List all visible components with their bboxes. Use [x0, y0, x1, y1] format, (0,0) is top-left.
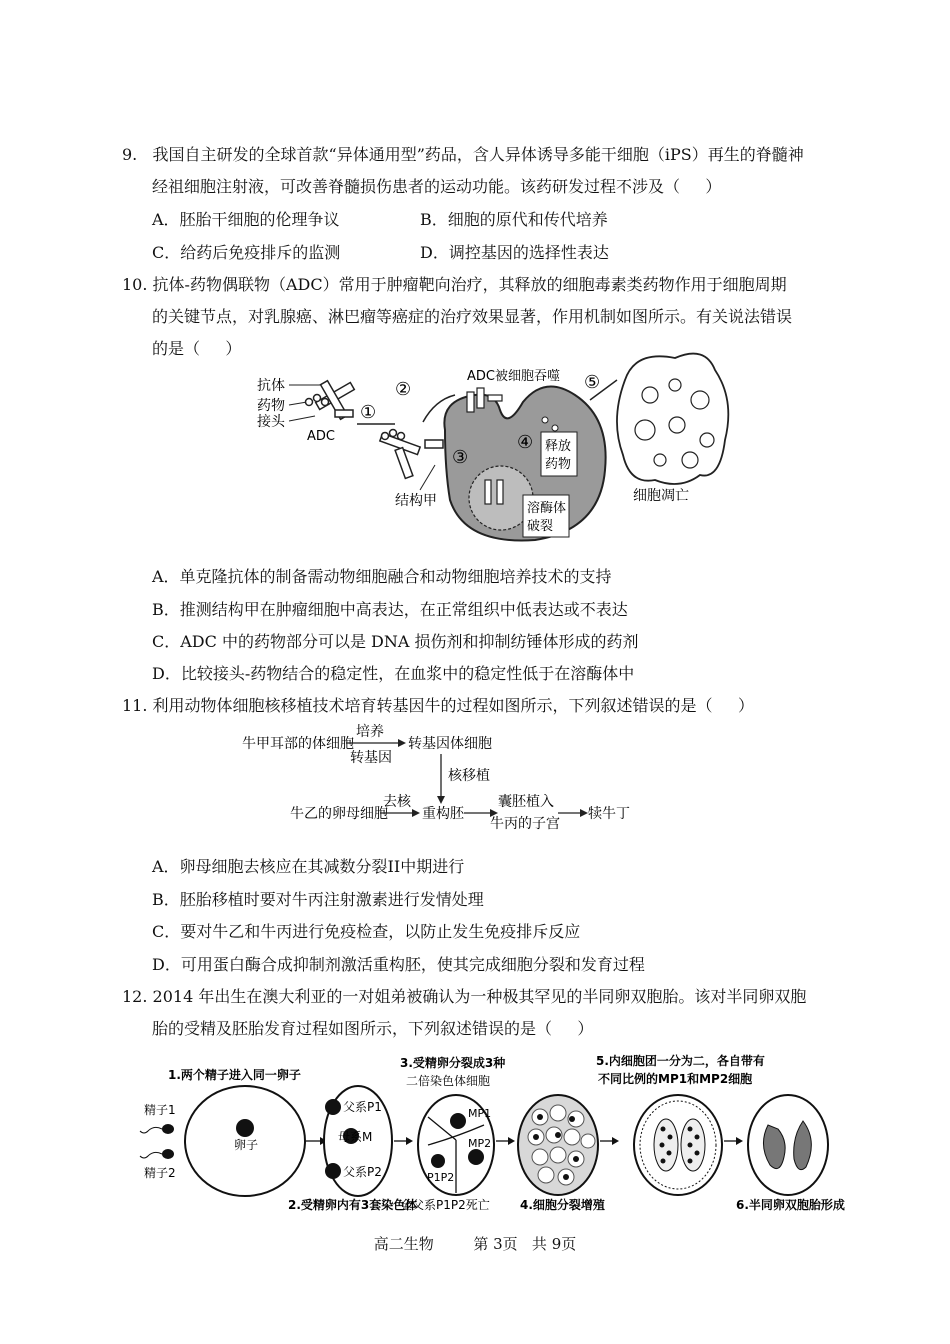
label-step5a: 5.内细胞团一分为二，各自带有 [596, 1054, 765, 1068]
label-uterus: 牛丙的子宫 [490, 816, 560, 832]
label-step1: 1.两个精子进入同一卵子 [168, 1068, 301, 1082]
label-p1p2: P1P2 [427, 1171, 455, 1184]
step-1: ① [360, 402, 377, 423]
q11-option-a: A．卵母细胞去核应在其减数分裂II中期进行 [152, 857, 465, 876]
label-transgenic-cell: 转基因体细胞 [408, 736, 492, 752]
label-ear-cell: 牛甲耳部的体细胞 [242, 736, 354, 752]
label-culture: 培养 [356, 724, 384, 740]
adc-mechanism-figure [245, 340, 735, 550]
q11-option-c: C．要对牛乙和牛丙进行免疫检查，以防止发生免疫排斥反应 [152, 922, 581, 941]
label-egg: 卵子 [234, 1138, 259, 1152]
label-apoptosis: 细胞凋亡 [633, 488, 689, 504]
q12-line1: 12. 2014 年出生在澳大利亚的一对姐弟被确认为一种极其罕见的半同卵双胞胎。该对半同卵双胞 [122, 987, 807, 1006]
q10-option-b: B．推测结构甲在肿瘤细胞中高表达，在正常组织中低表达或不表达 [152, 600, 628, 619]
label-p1: 父系P1 [343, 1100, 382, 1114]
q11-option-d: D．可用蛋白酶合成抑制剂激活重构胚，使其完成细胞分裂和发育过程 [152, 955, 645, 974]
q10-line3: 的是（ ） [152, 339, 242, 358]
label-linker: 接头 [257, 414, 285, 430]
label-antibody: 抗体 [257, 378, 285, 394]
label-oocyte: 牛乙的卵母细胞 [290, 806, 388, 822]
q9-option-d: D．调控基因的选择性表达 [420, 243, 609, 262]
label-drug: 药物 [257, 398, 285, 414]
label-mp2: MP2 [468, 1137, 492, 1150]
q10-line2: 的关键节点，对乳腺癌、淋巴瘤等癌症的治疗效果显著，作用机制如图所示。有关说法错误 [152, 307, 793, 326]
label-lysosome-1: 溶酶体 [527, 501, 567, 516]
label-dead: 全父系P1P2死亡 [400, 1198, 490, 1212]
q9-line1: 9. 我国自主研发的全球首款“异体通用型”药品，含人异体诱导多能干细胞（iPS）再生的脊髓神 [122, 145, 804, 164]
label-release-1: 释放 [545, 439, 572, 454]
q9-option-a: A．胚胎干细胞的伦理争议 [152, 210, 340, 229]
label-sperm2: 精子2 [144, 1166, 176, 1180]
label-step4: 4.细胞分裂增殖 [520, 1198, 605, 1212]
q9-line2: 经祖细胞注射液，可改善脊髓损伤患者的运动功能。该药研发过程不涉及（ ） [152, 177, 722, 196]
q11-option-b: B．胚胎移植时要对牛丙注射激素进行发情处理 [152, 890, 484, 909]
label-release-2: 药物 [545, 457, 572, 472]
label-engulf: ADC被细胞吞噬 [467, 369, 560, 384]
label-transgene: 转基因 [350, 750, 392, 766]
label-p2: 父系P2 [343, 1165, 382, 1179]
page-footer [0, 1233, 950, 1254]
label-calf: 犊牛丁 [588, 806, 630, 822]
cloning-flow-figure [238, 720, 638, 835]
label-step3a: 3.受精卵分裂成3种 [400, 1056, 506, 1070]
label-m: 母系M [338, 1130, 373, 1144]
label-adc: ADC [307, 429, 335, 444]
label-structure-a: 结构甲 [395, 493, 437, 509]
label-step6: 6.半同卵双胞胎形成 [736, 1198, 845, 1212]
twin-embryos [748, 1095, 828, 1195]
q9-option-c: C．给药后免疫排斥的监测 [152, 243, 341, 262]
label-sperm1: 精子1 [144, 1103, 176, 1117]
footer-subject: 高二生物 [373, 1235, 434, 1253]
adc-molecule [306, 381, 355, 420]
label-blastocyst-transfer: 囊胚植入 [498, 794, 554, 810]
step-3: ③ [452, 447, 469, 468]
footer-page-number: 第 3页 共 9页 [473, 1235, 577, 1253]
label-step3b: 二倍染色体细胞 [406, 1074, 491, 1088]
label-lysosome-2: 破裂 [527, 519, 554, 534]
label-nuclear-transfer: 核移植 [448, 768, 490, 784]
step-4: ④ [517, 432, 534, 453]
twins-development-figure [138, 1045, 850, 1215]
step-5: ⑤ [584, 372, 601, 393]
label-step5b: 不同比例的MP1和MP2细胞 [598, 1072, 753, 1086]
q11-line1: 11. 利用动物体细胞核移植技术培育转基因牛的过程如图所示，下列叙述错误的是（ ） [122, 696, 754, 715]
q10-option-d: D．比较接头-药物结合的稳定性，在血浆中的稳定性低于在溶酶体中 [152, 664, 635, 683]
q10-line1: 10. 抗体-药物偶联物（ADC）常用于肿瘤靶向治疗，其释放的细胞毒素类药物作用于细胞周期 [122, 275, 787, 294]
q10-option-c: C．ADC 中的药物部分可以是 DNA 损伤剂和抑制纺锤体形成的药剂 [152, 632, 639, 651]
label-reconstructed-embryo: 重构胚 [422, 806, 464, 822]
q12-line2: 胎的受精及胚胎发育过程如图所示，下列叙述错误的是（ ） [152, 1019, 594, 1038]
label-step2: 2.受精卵内有3套染色体 [288, 1198, 418, 1212]
step-2: ② [395, 379, 412, 400]
label-enucleate: 去核 [383, 794, 411, 810]
q9-option-b: B．细胞的原代和传代培养 [420, 210, 608, 229]
q10-option-a: A．单克隆抗体的制备需动物细胞融合和动物细胞培养技术的支持 [152, 567, 612, 586]
label-mp1: MP1 [468, 1107, 492, 1120]
